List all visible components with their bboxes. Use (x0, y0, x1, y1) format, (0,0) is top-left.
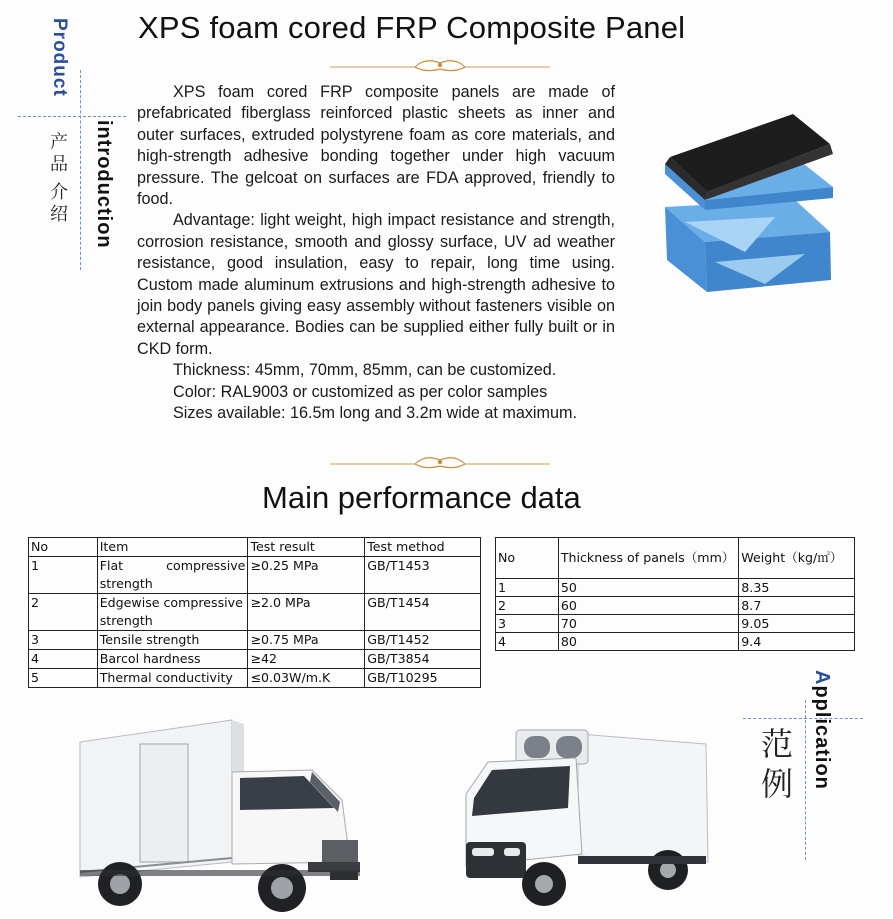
cn-char: 例 (760, 765, 793, 803)
cn-char: 范 (760, 725, 793, 763)
cell-item (97, 594, 248, 631)
table-header-row (496, 538, 855, 579)
product-intro-chinese (48, 132, 70, 226)
table-row (496, 579, 855, 597)
ornament-divider-middle (330, 452, 550, 472)
cell-result: ≥42 (248, 650, 365, 669)
item-word: strength (99, 613, 153, 628)
page-title: XPS foam cored FRP Composite Panel (138, 10, 686, 45)
cell-item (97, 557, 248, 594)
ornament-divider-top (330, 55, 550, 75)
application-vertical-line (805, 700, 806, 860)
performance-table (28, 537, 481, 688)
intro-paragraph: XPS foam cored FRP composite panels are made of prefabricated fiberglass reinforced plastic sheets as inner and outer surfaces, extruded polystyrene foam as core materials, and high-strength adhesive bonding together under high vacuum pressure. The gelcoat on surfaces are FDA approved, friendly to food. (137, 83, 615, 209)
cell-no: 1 (496, 579, 559, 597)
application-label (810, 670, 833, 790)
table-row (496, 615, 855, 633)
cell-thickness: 80 (558, 633, 738, 651)
cell-method: GB/T10295 (365, 669, 481, 688)
cell-no: 4 (496, 633, 559, 651)
cn-char: 产 (50, 132, 68, 153)
side-divider-line (18, 116, 126, 117)
cell-no: 3 (496, 615, 559, 633)
cell-result: ≤0.03W/m.K (248, 669, 365, 688)
application-first-letter: A (811, 670, 833, 686)
cell-no: 3 (29, 631, 98, 650)
cell-no: 4 (29, 650, 98, 669)
item-word: Edgewise compressive (99, 595, 243, 610)
cell-weight: 9.4 (739, 633, 855, 651)
item-word: compressive (166, 558, 246, 573)
table-row (29, 631, 481, 650)
cell-method: GB/T3854 (365, 650, 481, 669)
cell-method: GB/T1453 (365, 557, 481, 594)
header-cell: Item (97, 538, 248, 557)
cell-method: GB/T1454 (365, 594, 481, 631)
side-label-introduction (92, 120, 120, 265)
side-vertical-line (80, 70, 81, 270)
cell-method: GB/T1452 (365, 631, 481, 650)
intro-text (137, 82, 615, 425)
item-word: Flat (99, 558, 124, 573)
header-cell: Thickness of panels（mm） (558, 538, 738, 579)
application-divider-line (743, 718, 863, 719)
cell-thickness: 50 (558, 579, 738, 597)
table-row (29, 650, 481, 669)
table-row (29, 669, 481, 688)
product-label: Product (49, 18, 70, 97)
cell-weight: 8.35 (739, 579, 855, 597)
header-cell: No (496, 538, 559, 579)
table-row (29, 594, 481, 631)
cell-no: 2 (29, 594, 98, 631)
cell-item: Tensile strength (97, 631, 248, 650)
side-label-application (810, 670, 836, 790)
cell-no: 1 (29, 557, 98, 594)
cell-weight: 8.7 (739, 597, 855, 615)
cell-result: ≥2.0 MPa (248, 594, 365, 631)
item-word: strength (99, 576, 153, 591)
cell-no: 5 (29, 669, 98, 688)
cell-item: Barcol hardness (97, 650, 248, 669)
section-heading: Main performance data (262, 480, 581, 515)
thickness-paragraph: Thickness: 45mm, 70mm, 85mm, can be customized. (173, 361, 557, 380)
application-rest: pplication (811, 685, 833, 790)
application-chinese (757, 724, 797, 804)
box-truck-photo-2 (458, 724, 718, 919)
advantage-paragraph: Advantage: light weight, high impact resistance and strength, corrosion resistance, smooth and glossy surface, UV ad weather resistance, good insulation, easy to repair, long time using. Custom made aluminum extrusions and high-strength adhesive to join body panels giving easy assembly without fasteners visible on external appearance. Bodies can be supplied either fully built or in CKD form. (137, 211, 615, 358)
cell-thickness: 60 (558, 597, 738, 615)
cell-result: ≥0.25 MPa (248, 557, 365, 594)
cn-char: 绍 (50, 204, 68, 225)
box-truck-photo-1 (72, 712, 362, 919)
header-cell: Test result (248, 538, 365, 557)
thickness-weight-table (495, 537, 855, 651)
cn-char: 品 (50, 154, 68, 175)
introduction-label: introduction (93, 120, 115, 249)
side-label-product (48, 18, 74, 108)
panel-illustration (645, 112, 845, 312)
cell-no: 2 (496, 597, 559, 615)
header-cell: Test method (365, 538, 481, 557)
color-paragraph: Color: RAL9003 or customized as per color samples (173, 382, 548, 401)
cell-result: ≥0.75 MPa (248, 631, 365, 650)
table-row (29, 557, 481, 594)
cn-char: 介 (50, 182, 68, 203)
table-row (496, 597, 855, 615)
header-cell: No (29, 538, 98, 557)
cell-item: Thermal conductivity (97, 669, 248, 688)
cell-weight: 9.05 (739, 615, 855, 633)
sizes-paragraph: Sizes available: 16.5m long and 3.2m wide at maximum. (173, 404, 577, 423)
header-cell: Weight（kg/㎡） (739, 538, 855, 579)
table-row (496, 633, 855, 651)
table-header-row (29, 538, 481, 557)
cell-thickness: 70 (558, 615, 738, 633)
